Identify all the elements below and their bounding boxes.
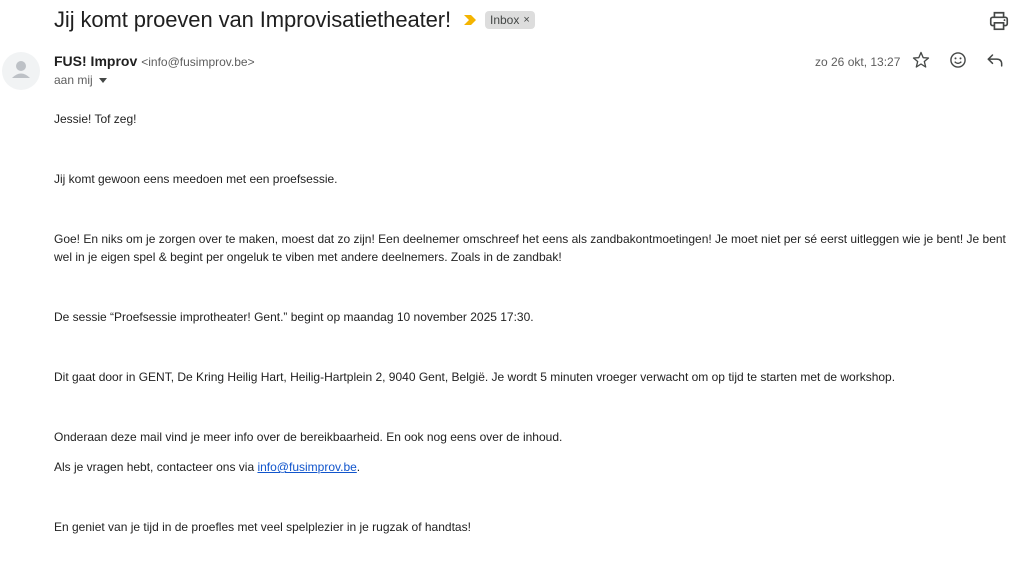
emoji-reaction-icon	[948, 50, 968, 75]
print-button[interactable]	[988, 10, 1010, 32]
recipient-details-toggle[interactable]	[54, 73, 107, 87]
star-icon	[911, 50, 931, 75]
contact-email-link[interactable]: info@fusimprov.be	[257, 460, 357, 474]
email-subject: Jij komt proeven van Improvisatietheater!	[54, 7, 451, 32]
reply-icon	[985, 50, 1005, 75]
sender-email: <info@fusimprov.be>	[141, 55, 255, 69]
body-paragraph-greeting: Jessie! Tof zeg!	[54, 112, 137, 126]
reply-button[interactable]	[983, 50, 1007, 74]
contact-suffix: .	[356, 460, 361, 474]
body-paragraph-session: De sessie “Proefsessie improtheater! Gent.” begint op maandag 10 november 2025 17:30.	[54, 310, 534, 324]
subject-row	[54, 4, 535, 36]
body-paragraph-reassurance	[54, 230, 1022, 266]
body-paragraph-intro: Jij komt gewoon eens meedoen met een proefsessie.	[54, 172, 338, 186]
person-icon	[2, 52, 40, 90]
body-paragraph-contact	[54, 458, 1022, 476]
remove-label-button[interactable]: ×	[523, 14, 530, 26]
sender-line	[54, 53, 255, 69]
body-paragraph-location: Dit gaat door in GENT, De Kring Heilig Hart, Heilig-Hartplein 2, 9040 Gent, België. Je wordt 5 minuten vroeger verwacht om op tijd te starten met de workshop.	[54, 370, 896, 384]
importance-marker-icon[interactable]	[463, 13, 477, 27]
body-paragraph-reassurance-line1: Goe! En niks om je zorgen over te maken, moest dat zo zijn! Een deelnemer omschreef het eens als zandbakontmoetingen! Je moet niet per sé eerst uitleggen wie je bent! Je bent	[54, 232, 1006, 246]
print-icon	[988, 19, 1010, 36]
body-paragraph-more-info: Onderaan deze mail vind je meer info over de bereikbaarheid. En ook nog eens over de inhoud.	[54, 430, 563, 444]
body-paragraph-closing: En geniet van je tijd in de proefles met veel spelplezier in je rugzak of handtas!	[54, 520, 471, 534]
chevron-down-icon	[99, 78, 107, 83]
star-button[interactable]	[909, 50, 933, 74]
emoji-reaction-button[interactable]	[946, 50, 970, 74]
recipient-text: aan mij	[54, 73, 93, 87]
sender-avatar[interactable]	[2, 52, 40, 90]
inbox-label-text: Inbox	[489, 13, 520, 27]
sender-name[interactable]: FUS! Improv	[54, 53, 138, 69]
body-paragraph-reassurance-line2: wel in je eigen spel & begint per ongeluk te viben met andere deelnemers. Zoals in de zandbak!	[54, 250, 562, 264]
message-date: zo 26 okt, 13:27	[815, 55, 901, 69]
contact-prefix: Als je vragen hebt, contacteer ons via	[54, 460, 258, 474]
inbox-label-chip[interactable]	[485, 11, 535, 29]
